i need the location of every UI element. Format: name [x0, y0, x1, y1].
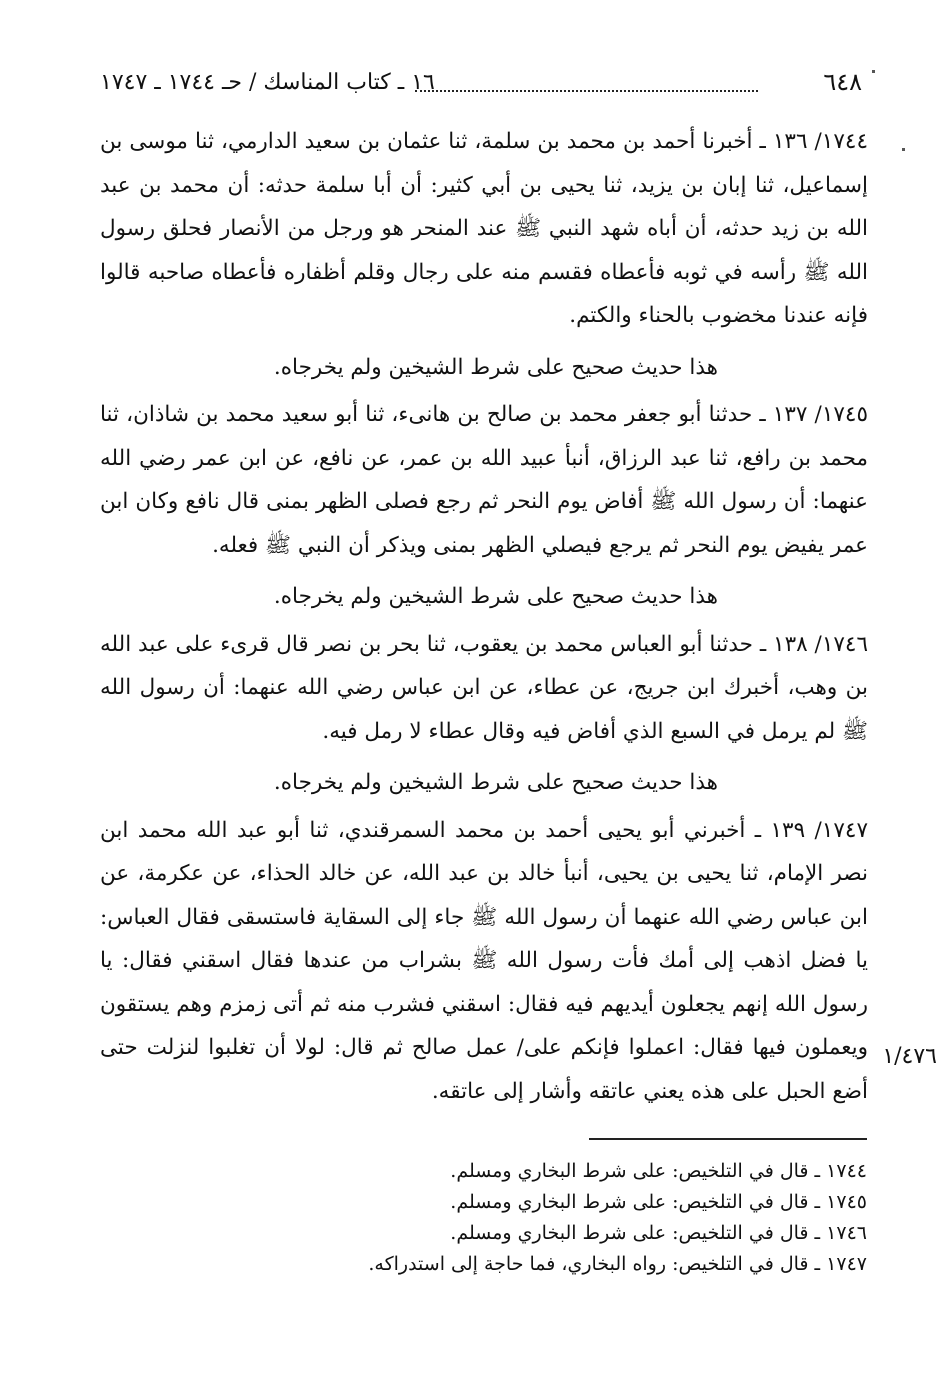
verdict-1745: هذا حديث صحيح على شرط الشيخين ولم يخرجاه. — [273, 584, 718, 609]
header-dotted-leader — [415, 90, 758, 92]
hadith-1747: ١٧٤٧/ ١٣٩ ـ أخبرني أبو يحيى أحمد بن محمد السمرقندي، ثنا أبو عبد الله محمد ابن نصر الإمام، ثنا يحيى بن يحيى، أنبأ خالد بن عبد الله، عن خالد الحذاء، عن عكرمة، عن ابن عباس رضي الله عنهما أن رسول الله ﷺ جاء إلى السقاية فاستسقى فقال العباس: يا فضل اذهب إلى أمك فأت رسول الله ﷺ بشراب من عندها فقال اسقني فقال: يا رسول الله إنهم يجعلون أيديهم فيه فقال: اسقني فشرب منه ثم أتى زمزم وهم يستقون ويعملون فيها فقال: اعملوا فإنكم على/ عمل صالح ثم قال: لولا أن تغلبوا لنزلت حتى أضع الحبل على هذه يعني عاتقه وأشار إلى عاتقه. — [100, 817, 868, 1104]
hadith-1745: ١٧٤٥/ ١٣٧ ـ حدثنا أبو جعفر محمد بن صالح بن هانىء، ثنا أبو سعيد محمد بن شاذان، ثنا محمد بن رافع، ثنا عبد الرزاق، أنبأ عبيد الله بن عمر، عن نافع، عن ابن عمر رضي الله عنهما: أن رسول الله ﷺ أفاض يوم النحر ثم رجع فصلى الظهر بمنى قال نافع وكان ابن عمر يفيض يوم النحر ثم يرجع فيصلي الظهر بمنى ويذكر أن النبي ﷺ فعله. — [100, 402, 869, 558]
manuscript-page-marker: ١/٤٧٦ — [882, 1044, 937, 1069]
footnote-1747: ١٧٤٧ ـ قال في التلخيص: رواه البخاري، فما حاجة إلى استدراكه. — [368, 1253, 867, 1275]
verdict-1744: هذا حديث صحيح على شرط الشيخين ولم يخرجاه. — [273, 354, 718, 380]
hadith-1746: ١٧٤٦/ ١٣٨ ـ حدثنا أبو العباس محمد بن يعقوب، ثنا بحر بن نصر قال قرىء على عبد الله بن وهب، أخبرك ابن جريج، عن عطاء، عن ابن عباس رضي الله عنهما: أن رسول الله ﷺ لم يرمل في السبع الذي أفاض فيه وقال عطاء لا رمل فيه. — [100, 631, 869, 744]
footnote-1745: ١٧٤٥ ـ قال في التلخيص: على شرط البخاري ومسلم. — [450, 1191, 867, 1213]
footnote-separator — [589, 1138, 867, 1140]
hadith-1744: ١٧٤٤/ ١٣٦ ـ أخبرنا أحمد بن محمد بن سلمة، ثنا عثمان بن سعيد الدارمي، ثنا موسى بن إسماعيل، ثنا إبان بن يزيد، ثنا يحيى بن أبي كثير: أن أبا سلمة حدثه: أن محمد بن عبد الله بن زيد حدثه، أن أباه شهد النبي ﷺ عند المنحر هو ورجل من الأنصار فحلق رسول الله ﷺ رأسه في ثوبه فأعطاه فقسم منه على رجال وقلم أظفاره فأعطاه صاحبه قالوا فإنه عندنا مخضوب بالحناء والكتم. — [100, 129, 868, 328]
footnotes — [167, 1156, 867, 1280]
page-number: ٦٤٨ — [823, 68, 862, 96]
footnote-1744: ١٧٤٤ ـ قال في التلخيص: على شرط البخاري ومسلم. — [450, 1160, 867, 1182]
scan-speck — [872, 70, 875, 73]
verdict-1746: هذا حديث صحيح على شرط الشيخين ولم يخرجاه. — [273, 770, 718, 795]
main-text — [100, 120, 868, 1113]
page-header — [100, 64, 868, 104]
running-title: ١٦ ـ كتاب المناسك / حـ ١٧٤٤ ـ ١٧٤٧ — [100, 70, 435, 95]
scan-speck — [902, 148, 905, 151]
footnote-1746: ١٧٤٦ ـ قال في التلخيص: على شرط البخاري ومسلم. — [450, 1222, 867, 1244]
